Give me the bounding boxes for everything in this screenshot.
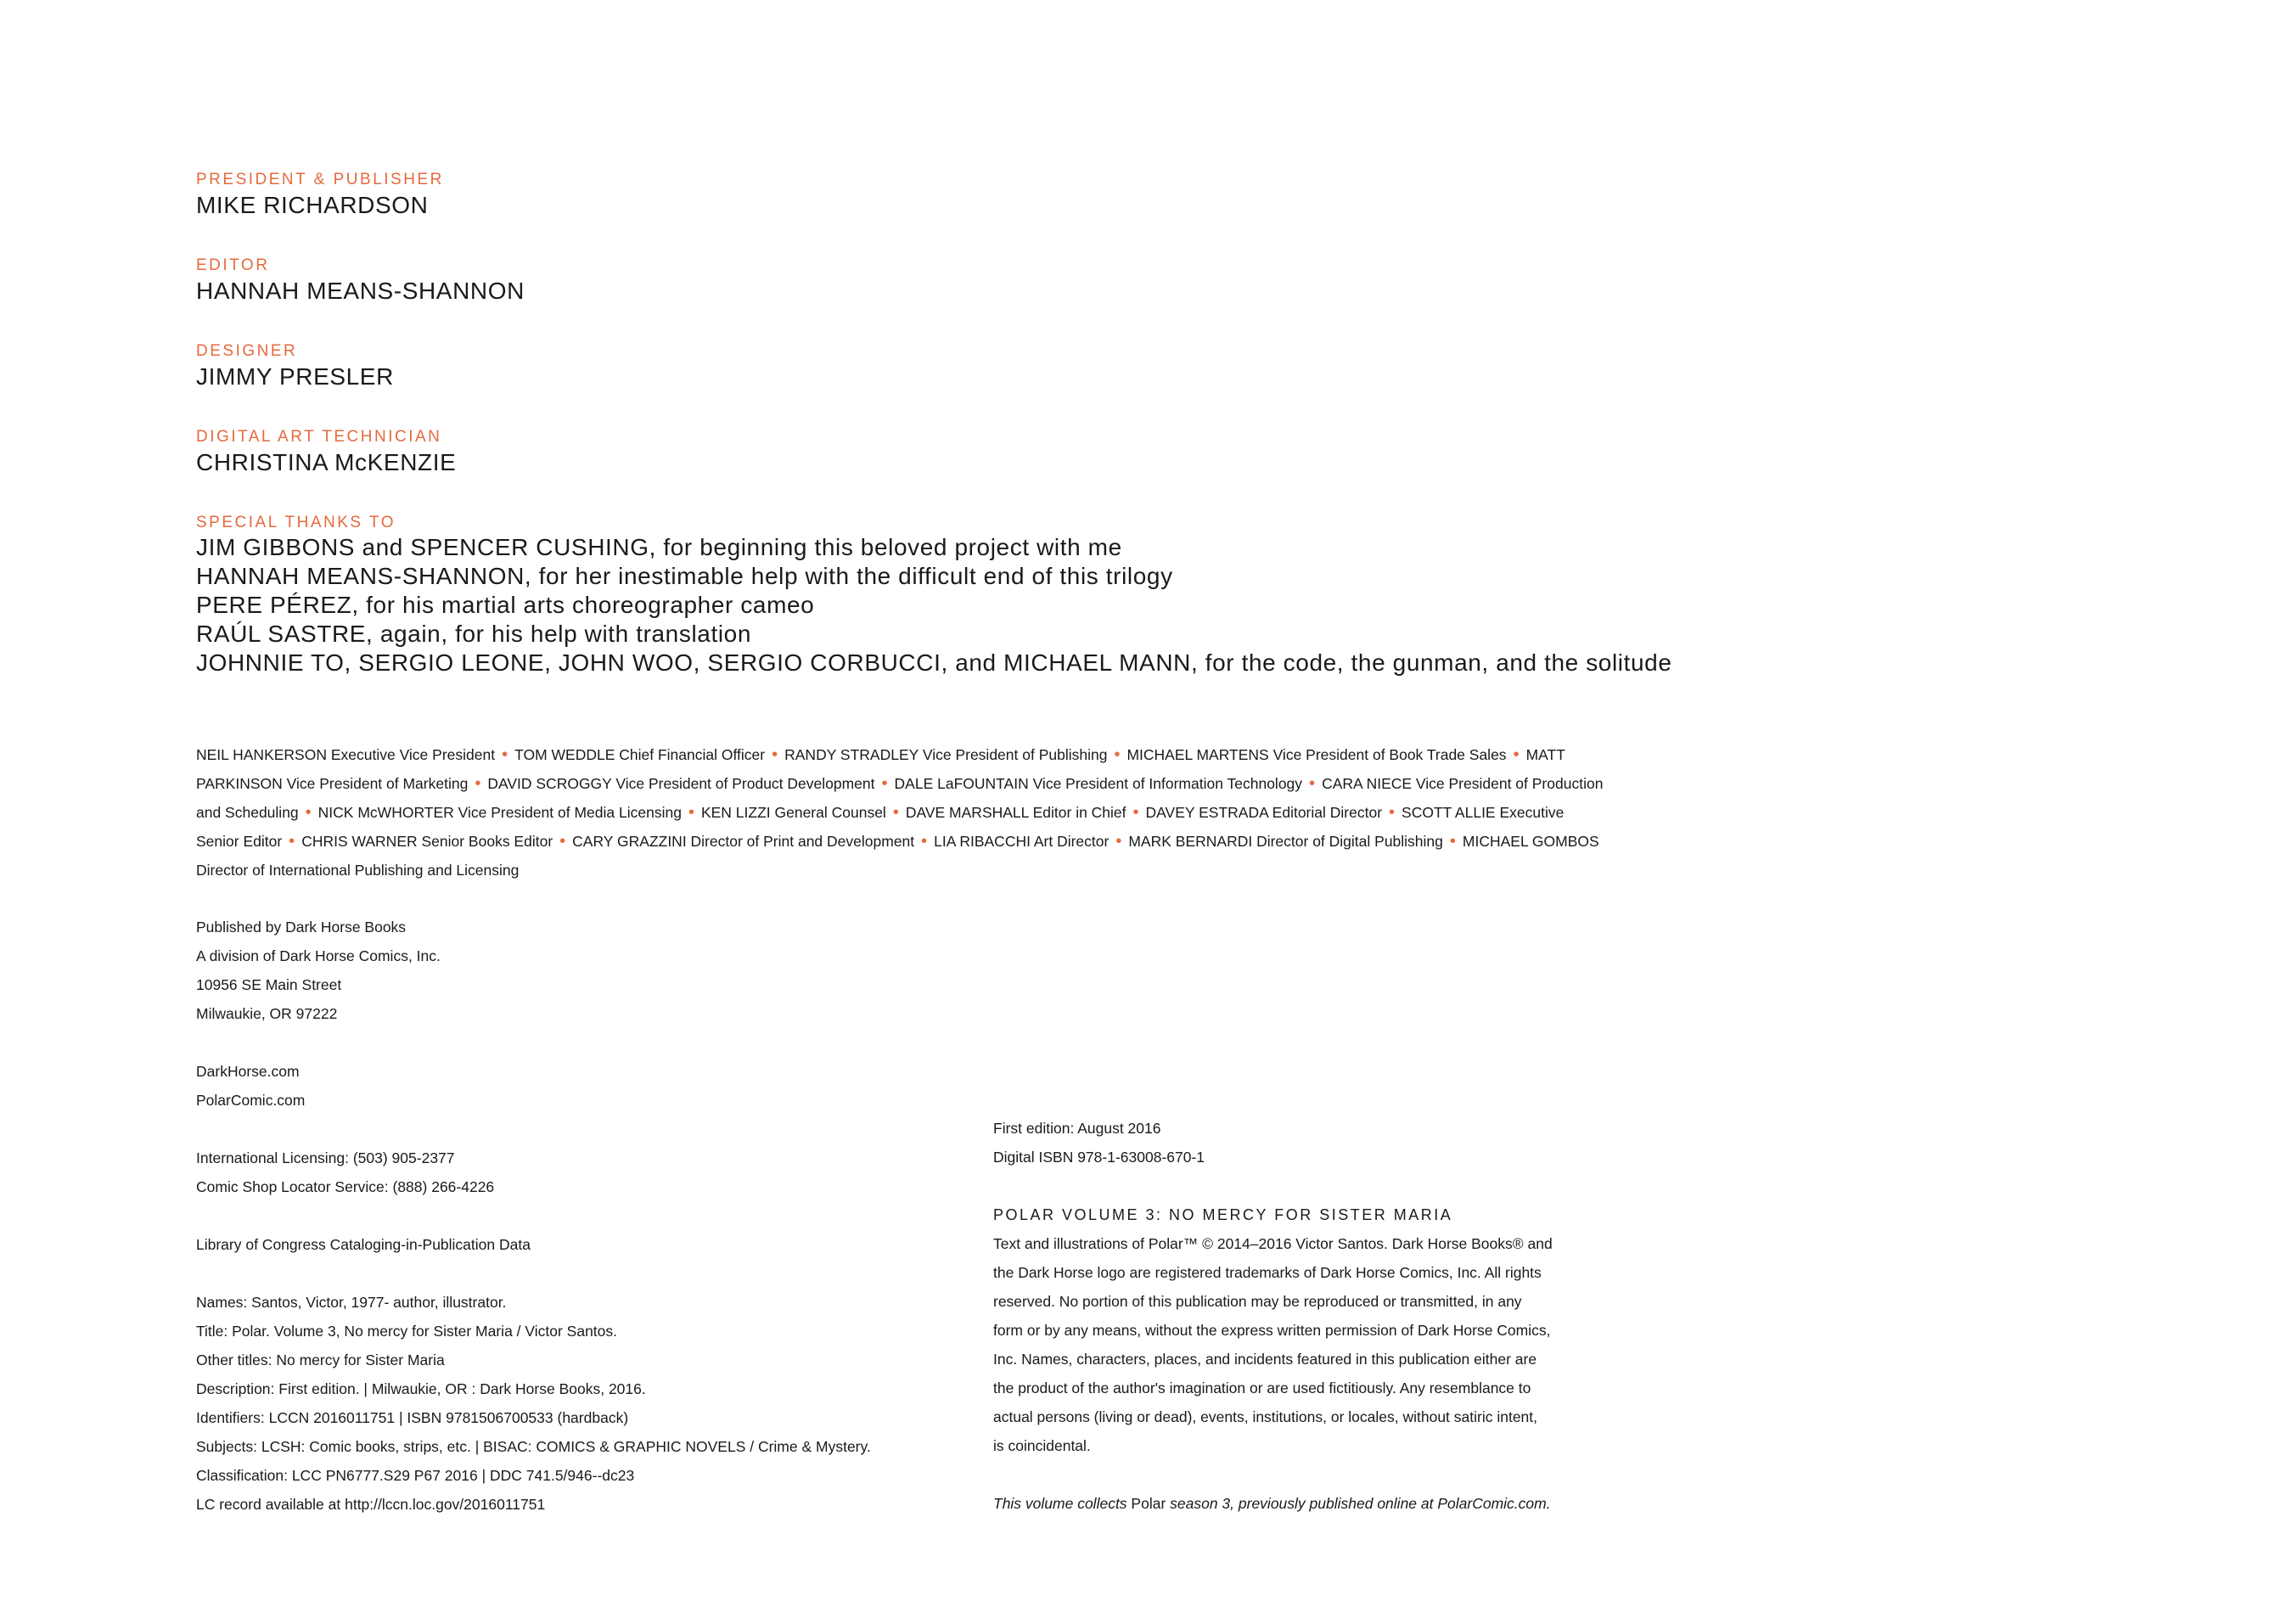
credit-name: MIKE RICHARDSON xyxy=(196,192,429,218)
publisher-address-line: Milwaukie, OR 97222 xyxy=(196,1005,338,1022)
cip-line: Names: Santos, Victor, 1977- author, illustrator. xyxy=(196,1294,507,1311)
thanks-line: JOHNNIE TO, SERGIO LEONE, JOHN WOO, SERGIO CORBUCCI, and MICHAEL MANN, for the code, the gunman, and the solitude xyxy=(196,649,1672,676)
cip-heading: Library of Congress Cataloging-in-Publication Data xyxy=(196,1236,531,1253)
special-thanks-heading: SPECIAL THANKS TO xyxy=(196,514,396,531)
legal-line: Inc. Names, characters, places, and incidents featured in this publication either are xyxy=(993,1351,1537,1368)
credit-role: PRESIDENT & PUBLISHER xyxy=(196,171,444,188)
staff-entry: CHRIS WARNER Senior Books Editor xyxy=(301,833,553,850)
credit-name: JIMMY PRESLER xyxy=(196,363,394,390)
bullet-separator: • xyxy=(1114,745,1121,764)
bullet-separator: • xyxy=(892,803,899,822)
bullet-separator: • xyxy=(1132,803,1139,822)
collects-suffix: season 3, previously published online at PolarComic.com. xyxy=(1166,1495,1551,1512)
staff-entry: SCOTT ALLIE Executive Senior Editor xyxy=(196,804,1565,850)
legal-line: Text and illustrations of Polar™ © 2014–2016 Victor Santos. Dark Horse Books® and xyxy=(993,1235,1553,1252)
bullet-separator: • xyxy=(1449,832,1456,851)
bullet-separator: • xyxy=(688,803,694,822)
bullet-separator: • xyxy=(1115,832,1122,851)
publisher-address-line: A division of Dark Horse Comics, Inc. xyxy=(196,947,441,964)
bullet-separator: • xyxy=(1389,803,1396,822)
bullet-separator: • xyxy=(881,774,888,793)
credit-digital-art xyxy=(196,427,456,478)
thanks-line: JIM GIBBONS and SPENCER CUSHING, for beginning this beloved project with me xyxy=(196,534,1122,560)
collects-note xyxy=(993,1489,1613,1518)
legal-notice xyxy=(993,1229,1613,1460)
staff-entry: DAVE MARSHALL Editor in Chief xyxy=(905,804,1126,821)
thanks-line: PERE PÉREZ, for his martial arts choreographer cameo xyxy=(196,592,815,618)
bullet-separator: • xyxy=(1513,745,1520,764)
bullet-separator: • xyxy=(475,774,481,793)
digital-isbn: Digital ISBN 978-1-63008-670-1 xyxy=(993,1149,1205,1166)
staff-entry: MICHAEL MARTENS Vice President of Book Trade Sales xyxy=(1126,746,1507,763)
staff-entry: MATT PARKINSON Vice President of Marketing xyxy=(196,746,1565,792)
credit-publisher xyxy=(196,170,444,221)
staff-entry: LIA RIBACCHI Art Director xyxy=(934,833,1109,850)
cip-line: Other titles: No mercy for Sister Maria xyxy=(196,1351,445,1368)
bullet-separator: • xyxy=(559,832,566,851)
edition-legal xyxy=(993,1114,1613,1518)
staff-entry: NICK McWHORTER Vice President of Media Licensing xyxy=(317,804,682,821)
legal-line: the product of the author's imagination or are used fictitiously. Any resemblance to xyxy=(993,1380,1531,1396)
publisher-address-line: 10956 SE Main Street xyxy=(196,976,342,993)
bullet-separator: • xyxy=(921,832,928,851)
cip-line: Description: First edition. | Milwaukie, OR : Dark Horse Books, 2016. xyxy=(196,1380,646,1397)
bullet-separator: • xyxy=(1309,774,1316,793)
bullet-separator: • xyxy=(305,803,312,822)
credit-role: DESIGNER xyxy=(196,342,298,360)
staff-entry: KEN LIZZI General Counsel xyxy=(700,804,886,821)
cip-line: Identifiers: LCCN 2016011751 | ISBN 9781506700533 (hardback) xyxy=(196,1409,629,1426)
contact-line: Comic Shop Locator Service: (888) 266-4226 xyxy=(196,1178,495,1195)
credit-editor xyxy=(196,256,525,306)
contact-line: International Licensing: (503) 905-2377 xyxy=(196,1149,455,1166)
credit-role: EDITOR xyxy=(196,256,270,274)
staff-entry: NEIL HANKERSON Executive Vice President xyxy=(196,746,496,763)
thanks-line: HANNAH MEANS-SHANNON, for her inestimable help with the difficult end of this trilogy xyxy=(196,563,1173,589)
website-link[interactable]: PolarComic.com xyxy=(196,1092,306,1109)
cip-line: LC record available at http://lccn.loc.gov/2016011751 xyxy=(196,1496,546,1513)
publisher-address-line: Published by Dark Horse Books xyxy=(196,919,407,936)
legal-line: the Dark Horse logo are registered trademarks of Dark Horse Comics, Inc. All rights xyxy=(993,1264,1542,1281)
credit-name: HANNAH MEANS-SHANNON xyxy=(196,278,525,304)
bullet-separator: • xyxy=(772,745,778,764)
legal-line: is coincidental. xyxy=(993,1437,1091,1454)
cip-line: Subjects: LCSH: Comic books, strips, etc. | BISAC: COMICS & GRAPHIC NOVELS / Crime & Mystery. xyxy=(196,1438,871,1455)
staff-entry: DAVID SCROGGY Vice President of Product Development xyxy=(487,775,875,792)
thanks-line: RAÚL SASTRE, again, for his help with translation xyxy=(196,621,751,647)
staff-entry: DALE LaFOUNTAIN Vice President of Information Technology xyxy=(894,775,1303,792)
website-link[interactable]: DarkHorse.com xyxy=(196,1063,300,1080)
credit-name: CHRISTINA McKENZIE xyxy=(196,449,457,475)
credit-designer xyxy=(196,341,394,392)
legal-line: reserved. No portion of this publication may be reproduced or transmitted, in any xyxy=(993,1293,1522,1310)
staff-entry: TOM WEDDLE Chief Financial Officer xyxy=(514,746,766,763)
bullet-separator: • xyxy=(289,832,295,851)
staff-entry: MICHAEL GOMBOS Director of International Publishing and Licensing xyxy=(196,833,1599,879)
staff-list xyxy=(196,740,1605,885)
credit-role: DIGITAL ART TECHNICIAN xyxy=(196,428,442,446)
publisher-info xyxy=(196,913,960,1519)
staff-entry: CARA NIECE Vice President of Production and Scheduling xyxy=(196,775,1604,821)
staff-entry: CARY GRAZZINI Director of Print and Development xyxy=(572,833,915,850)
legal-line: form or by any means, without the express written permission of Dark Horse Comics, xyxy=(993,1322,1551,1339)
volume-title: POLAR VOLUME 3: NO MERCY FOR SISTER MARIA xyxy=(993,1206,1453,1223)
staff-entry: DAVEY ESTRADA Editorial Director xyxy=(1145,804,1383,821)
staff-entry: RANDY STRADLEY Vice President of Publishing xyxy=(784,746,1108,763)
bullet-separator: • xyxy=(502,745,508,764)
staff-entry: MARK BERNARDI Director of Digital Publishing xyxy=(1128,833,1443,850)
cip-line: Classification: LCC PN6777.S29 P67 2016 | DDC 741.5/946--dc23 xyxy=(196,1467,635,1484)
collects-prefix: This volume collects xyxy=(993,1495,1132,1512)
first-edition: First edition: August 2016 xyxy=(993,1120,1161,1137)
legal-line: actual persons (living or dead), events, institutions, or locales, without satiric intent, xyxy=(993,1408,1538,1425)
special-thanks xyxy=(196,513,1672,677)
cip-line: Title: Polar. Volume 3, No mercy for Sister Maria / Victor Santos. xyxy=(196,1323,618,1340)
collects-title: Polar xyxy=(1131,1495,1166,1512)
